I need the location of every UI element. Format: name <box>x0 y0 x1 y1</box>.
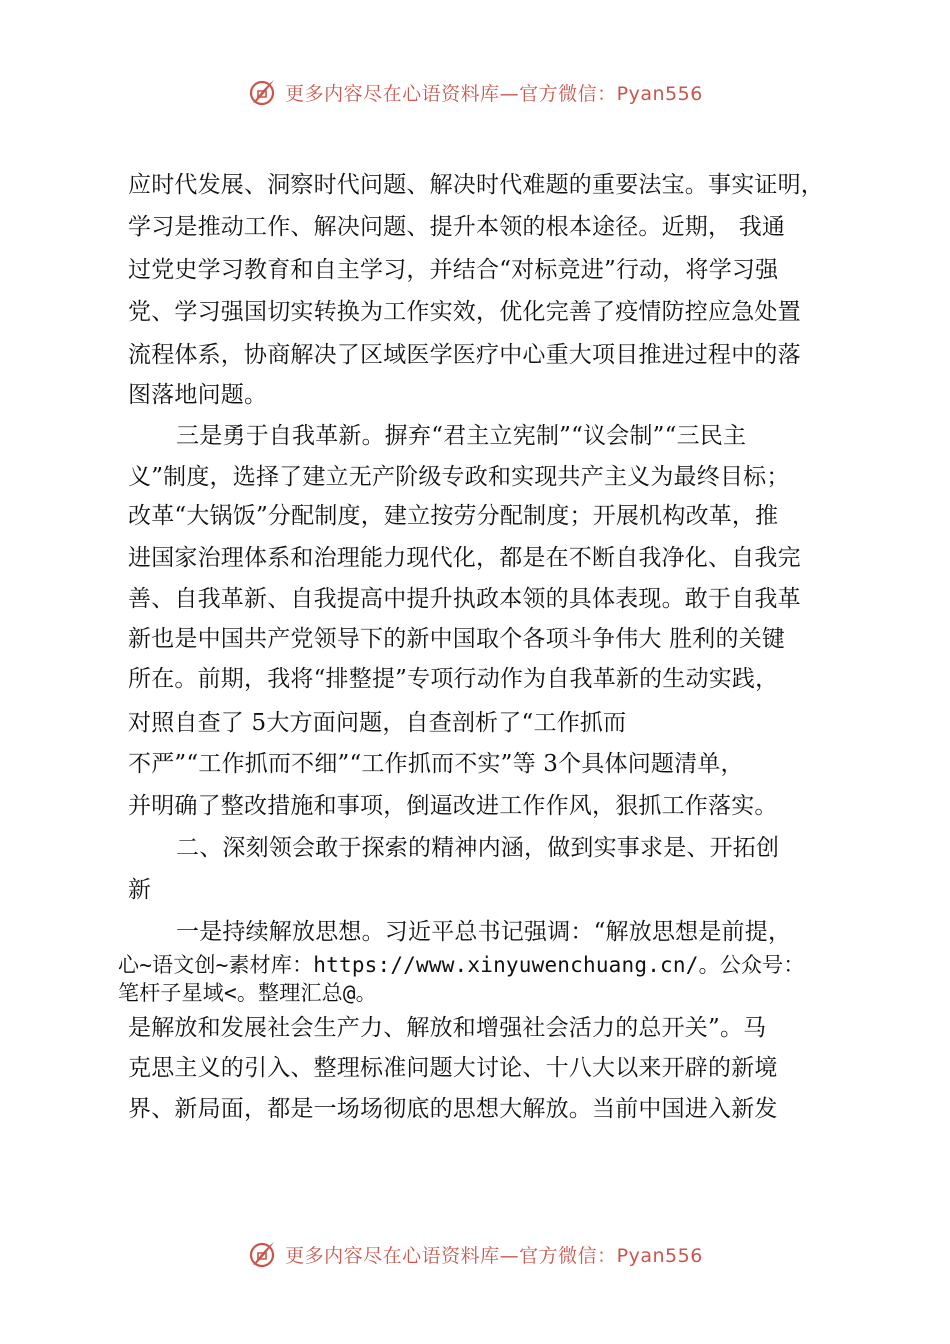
body-line: 流程体系，协商解决了区域医学医疗中心重大项目推进过程中的落 <box>128 342 801 368</box>
body-line: 克思主义的引入、整理标准问题大讨论、十八大以来开辟的新境 <box>128 1055 778 1081</box>
body-line: 是解放和发展社会生产力、解放和增强社会活力的总开关”。马 <box>128 1015 767 1041</box>
body-line: 党、学习强国切实转换为工作实效，优化完善了疫情防控应急处置 <box>128 299 801 325</box>
watermark-line: 心~语文创~素材库：https://www.xinyuwenchuang.cn/。公众号： <box>118 953 805 977</box>
footer-banner <box>0 1232 950 1276</box>
body-line: 图落地问题。 <box>128 382 268 408</box>
body-line: 三是勇于自我革新。摒弃“君主立宪制”“议会制”“三民主 <box>176 423 747 449</box>
body-line: 改革“大锅饭”分配制度，建立按劳分配制度；开展机构改革，推 <box>128 503 779 529</box>
body-line: 应时代发展、洞察时代问题、解决时代难题的重要法宝。事实证明， <box>128 172 824 198</box>
body-line: 一是持续解放思想。习近平总书记强调：“解放思想是前提， <box>176 919 792 945</box>
body-line: 不严”“工作抓而不细”“工作抓而不实”等 3个具体问题清单， <box>128 751 744 777</box>
body-line: 义”制度，选择了建立无产阶级专政和实现共产主义为最终目标； <box>128 464 790 490</box>
body-line: 进国家治理体系和治理能力现代化，都是在不断自我净化、自我完 <box>128 545 801 571</box>
body-line: 过党史学习教育和自主学习，并结合“对标竞进”行动，将学习强 <box>128 257 779 283</box>
body-line: 新也是中国共产党领导下的新中国取个各项斗争伟大 胜利的关键 <box>128 626 786 652</box>
quill-seal-icon <box>247 77 277 107</box>
footer-banner-text: 更多内容尽在心语资料库—官方微信：Pyan556 <box>285 1244 703 1267</box>
watermark-line: 笔杆子星域<。整理汇总@。 <box>118 981 377 1005</box>
body-line: 并明确了整改措施和事项，倒逼改进工作作风，狠抓工作落实。 <box>128 793 778 819</box>
section-heading: 二、深刻领会敢于探索的精神内涵，做到实事求是、开拓创 <box>176 835 780 861</box>
header-banner-text: 更多内容尽在心语资料库—官方微信：Pyan556 <box>285 82 703 105</box>
body-line: 善、自我革新、自我提高中提升执政本领的具体表现。敢于自我革 <box>128 586 801 612</box>
body-line: 所在。前期，我将“排整提”专项行动作为自我革新的生动实践， <box>128 666 779 692</box>
body-line: 对照自查了 5大方面问题，自查剖析了“工作抓而 <box>128 710 627 736</box>
header-banner <box>0 70 950 114</box>
body-line: 学习是推动工作、解决问题、提升本领的根本途径。近期， 我通 <box>128 214 786 240</box>
quill-seal-icon <box>247 1239 277 1269</box>
section-heading-continued: 新 <box>128 877 152 903</box>
body-line: 界、新局面，都是一场场彻底的思想大解放。当前中国进入新发 <box>128 1096 778 1122</box>
